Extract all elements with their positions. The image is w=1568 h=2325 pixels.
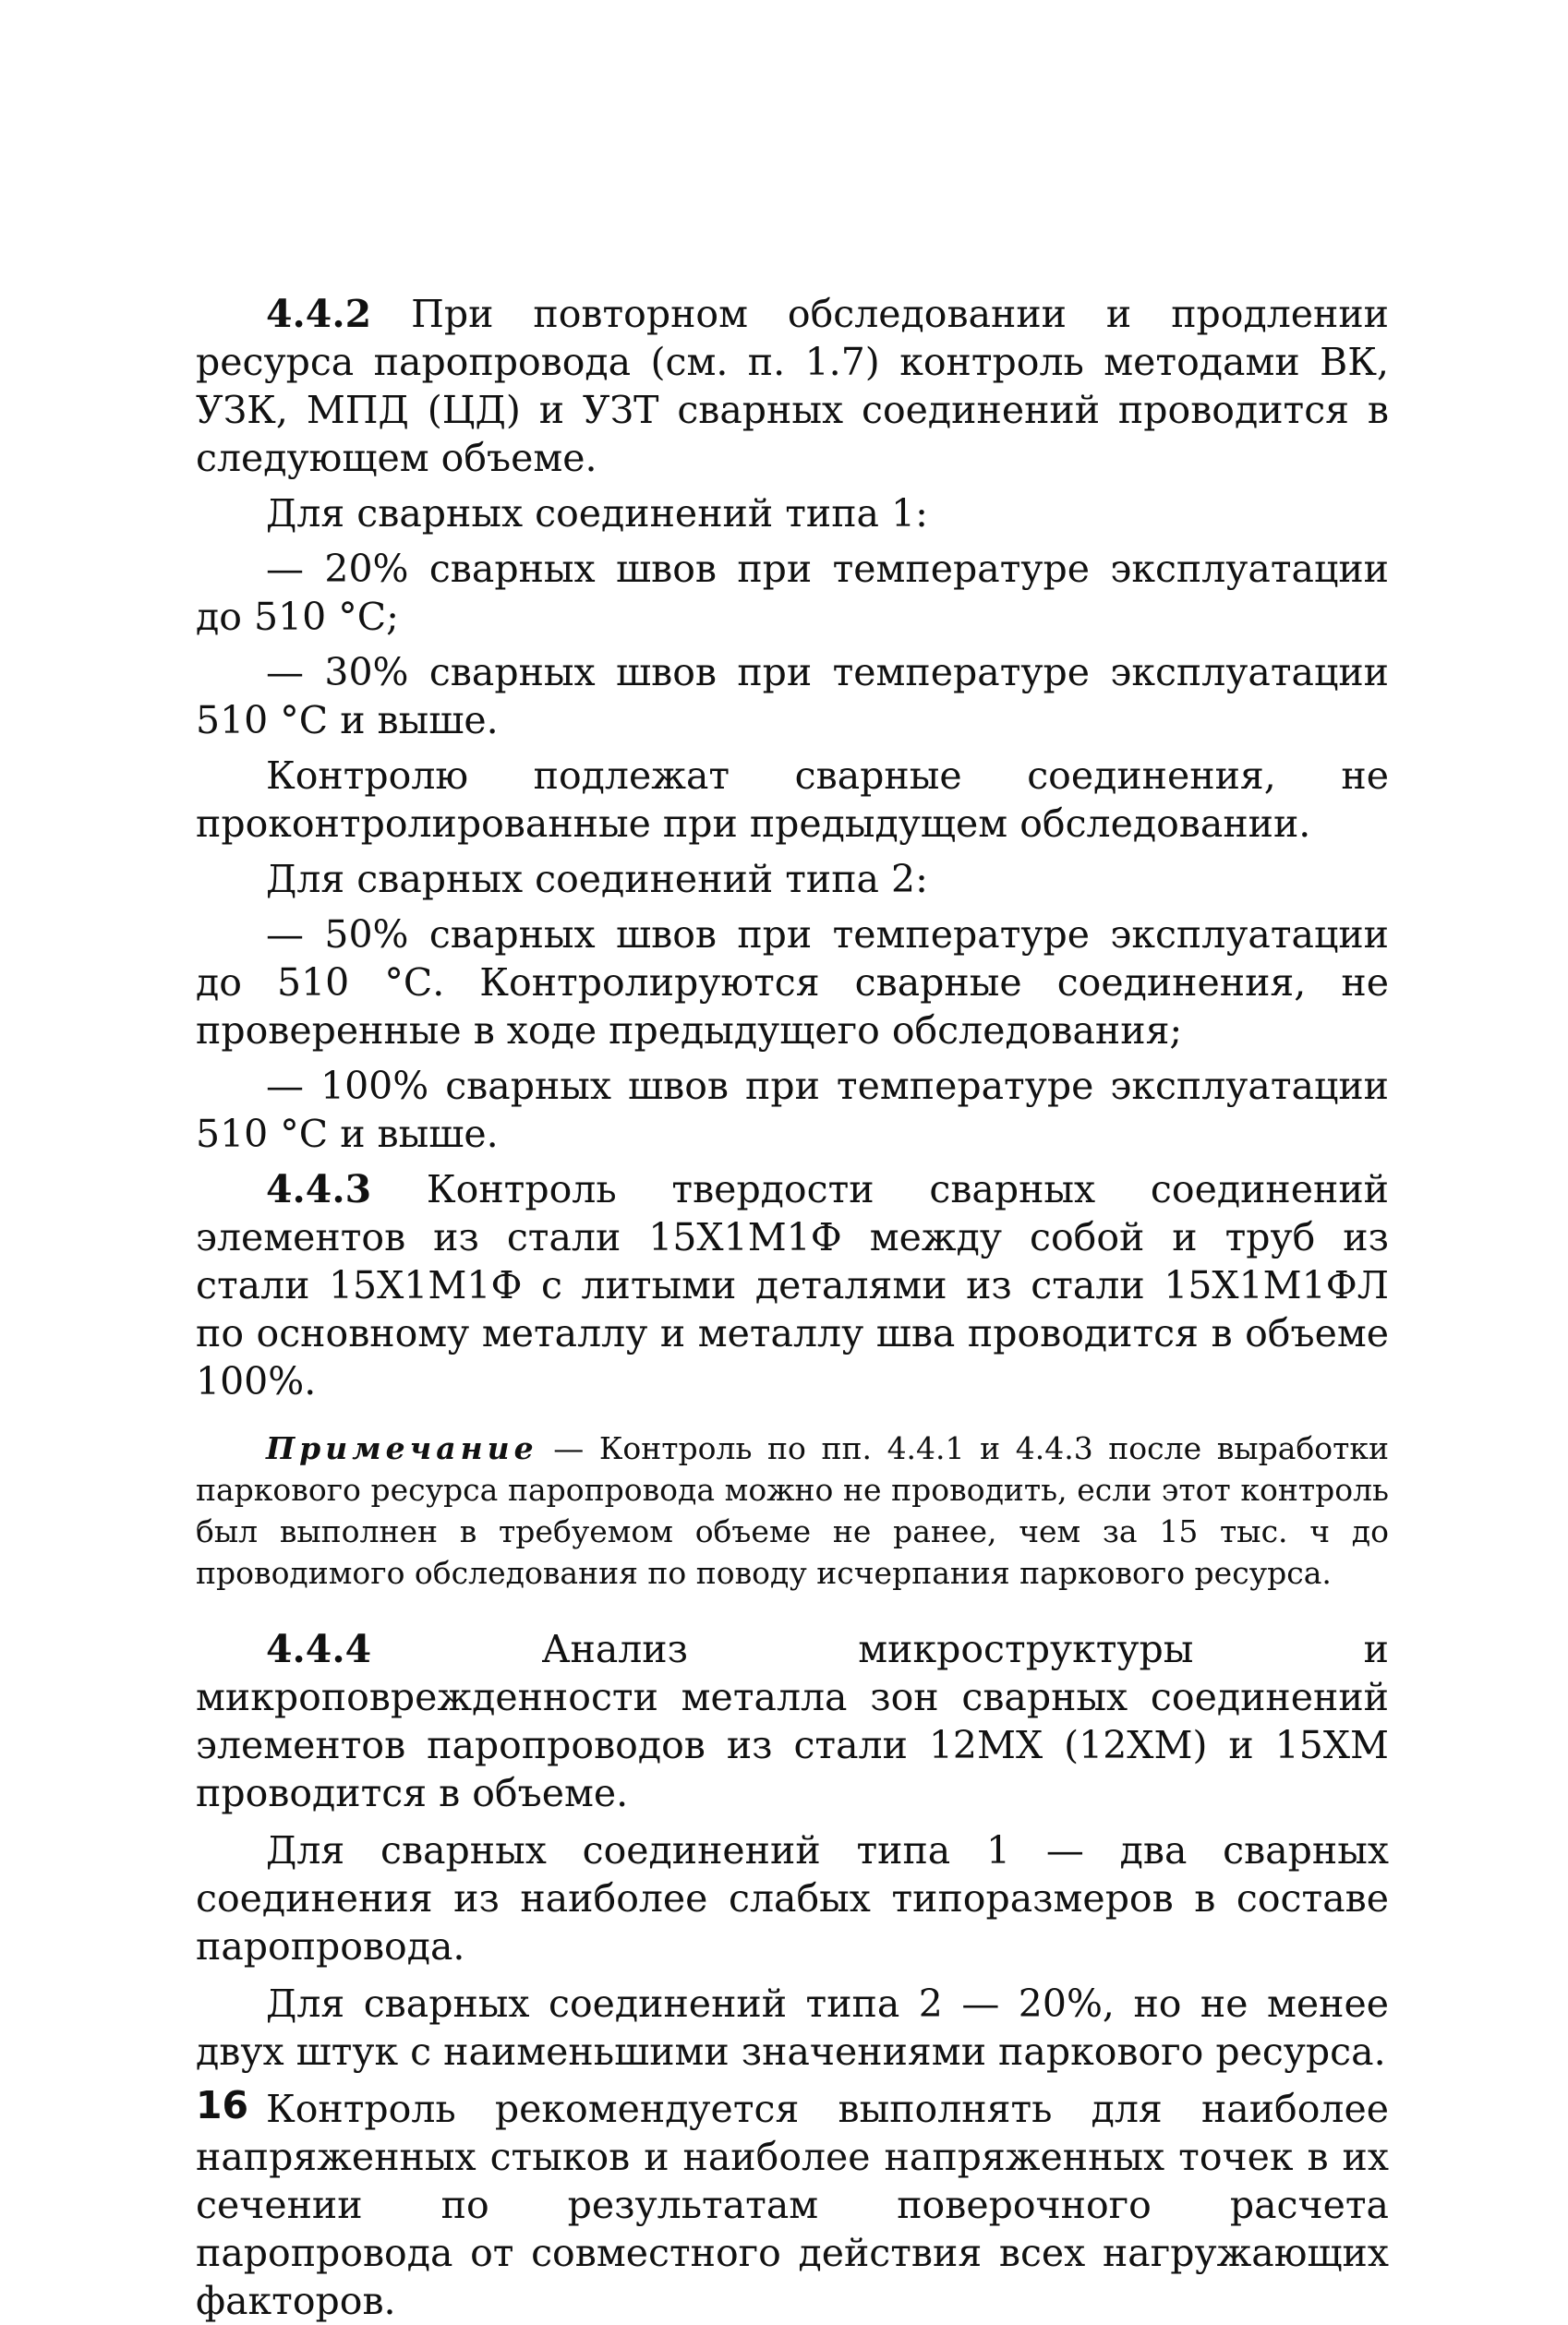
type1-item-2: — 30% сварных швов при температуре эксплуатации 510 °С и выше. [196,650,1389,742]
type2-intro: Для сварных соединений типа 2: [266,857,928,901]
micro-type2: Для сварных соединений типа 2 — 20%, но не менее двух штук с наименьшими значениями паркового ресурса. [196,1982,1389,2074]
section-text: При повторном обследовании и продлении ресурса паропровода (см. п. 1.7) контроль методами ВК, УЗК, МПД (ЦД) и УЗТ сварных соединений проводится в следующем объеме. [196,292,1389,480]
section-4-4-4 [196,1625,1389,1817]
section-number: 4.4.2 [266,292,372,336]
micro-type1: Для сварных соединений типа 1 — два сварных соединения из наиболее слабых типоразмеров в составе паропровода. [196,1828,1389,1969]
type1-intro: Для сварных соединений типа 1: [266,491,928,536]
type1-control-note: Контролю подлежат сварные соединения, не проконтролированные при предыдущем обследовании. [196,753,1389,846]
page-number: 16 [196,2083,249,2127]
recommendation-paragraph: Контроль рекомендуется выполнять для наиболее напряженных стыков и наиболее напряженных точек в их сечении по результатам поверочного расчета паропровода от совместного действия всех нагружающих факторов. [196,2087,1389,2323]
note-text: — Контроль по пп. 4.4.1 и 4.4.3 после выработки паркового ресурса паропровода можно не проводить, если этот контроль был выполнен в требуемом объеме не ранее, чем за 15 тыс. ч до проводимого обследования по поводу исчерпания паркового ресурса. [196,1430,1389,1591]
type1-item-1: — 20% сварных швов при температуре эксплуатации до 510 °С; [196,547,1389,639]
section-4-4-3 [196,1165,1389,1405]
section-text: Анализ микроструктуры и микроповрежденности металла зон сварных соединений элементов паропроводов из стали 12МХ (12ХМ) и 15ХМ проводится в объеме. [196,1627,1389,1815]
note-paragraph [196,1428,1389,1594]
note-label: Примечание [266,1430,538,1466]
section-text: Контроль твердости сварных соединений элементов из стали 15Х1М1Ф между собой и труб из стали 15Х1М1Ф с литыми деталями из стали 15Х1М1ФЛ по основному металлу и металлу шва проводится в объеме 100%. [196,1167,1389,1403]
section-number: 4.4.3 [266,1167,372,1211]
section-number: 4.4.4 [266,1627,372,1671]
section-4-4-2 [196,290,1389,482]
type2-item-2: — 100% сварных швов при температуре эксплуатации 510 °С и выше. [196,1064,1389,1156]
document-body [196,290,1389,2325]
type2-item-1: — 50% сварных швов при температуре эксплуатации до 510 °С. Контролируются сварные соединения, не проверенные в ходе предыдущего обследования; [196,912,1389,1053]
